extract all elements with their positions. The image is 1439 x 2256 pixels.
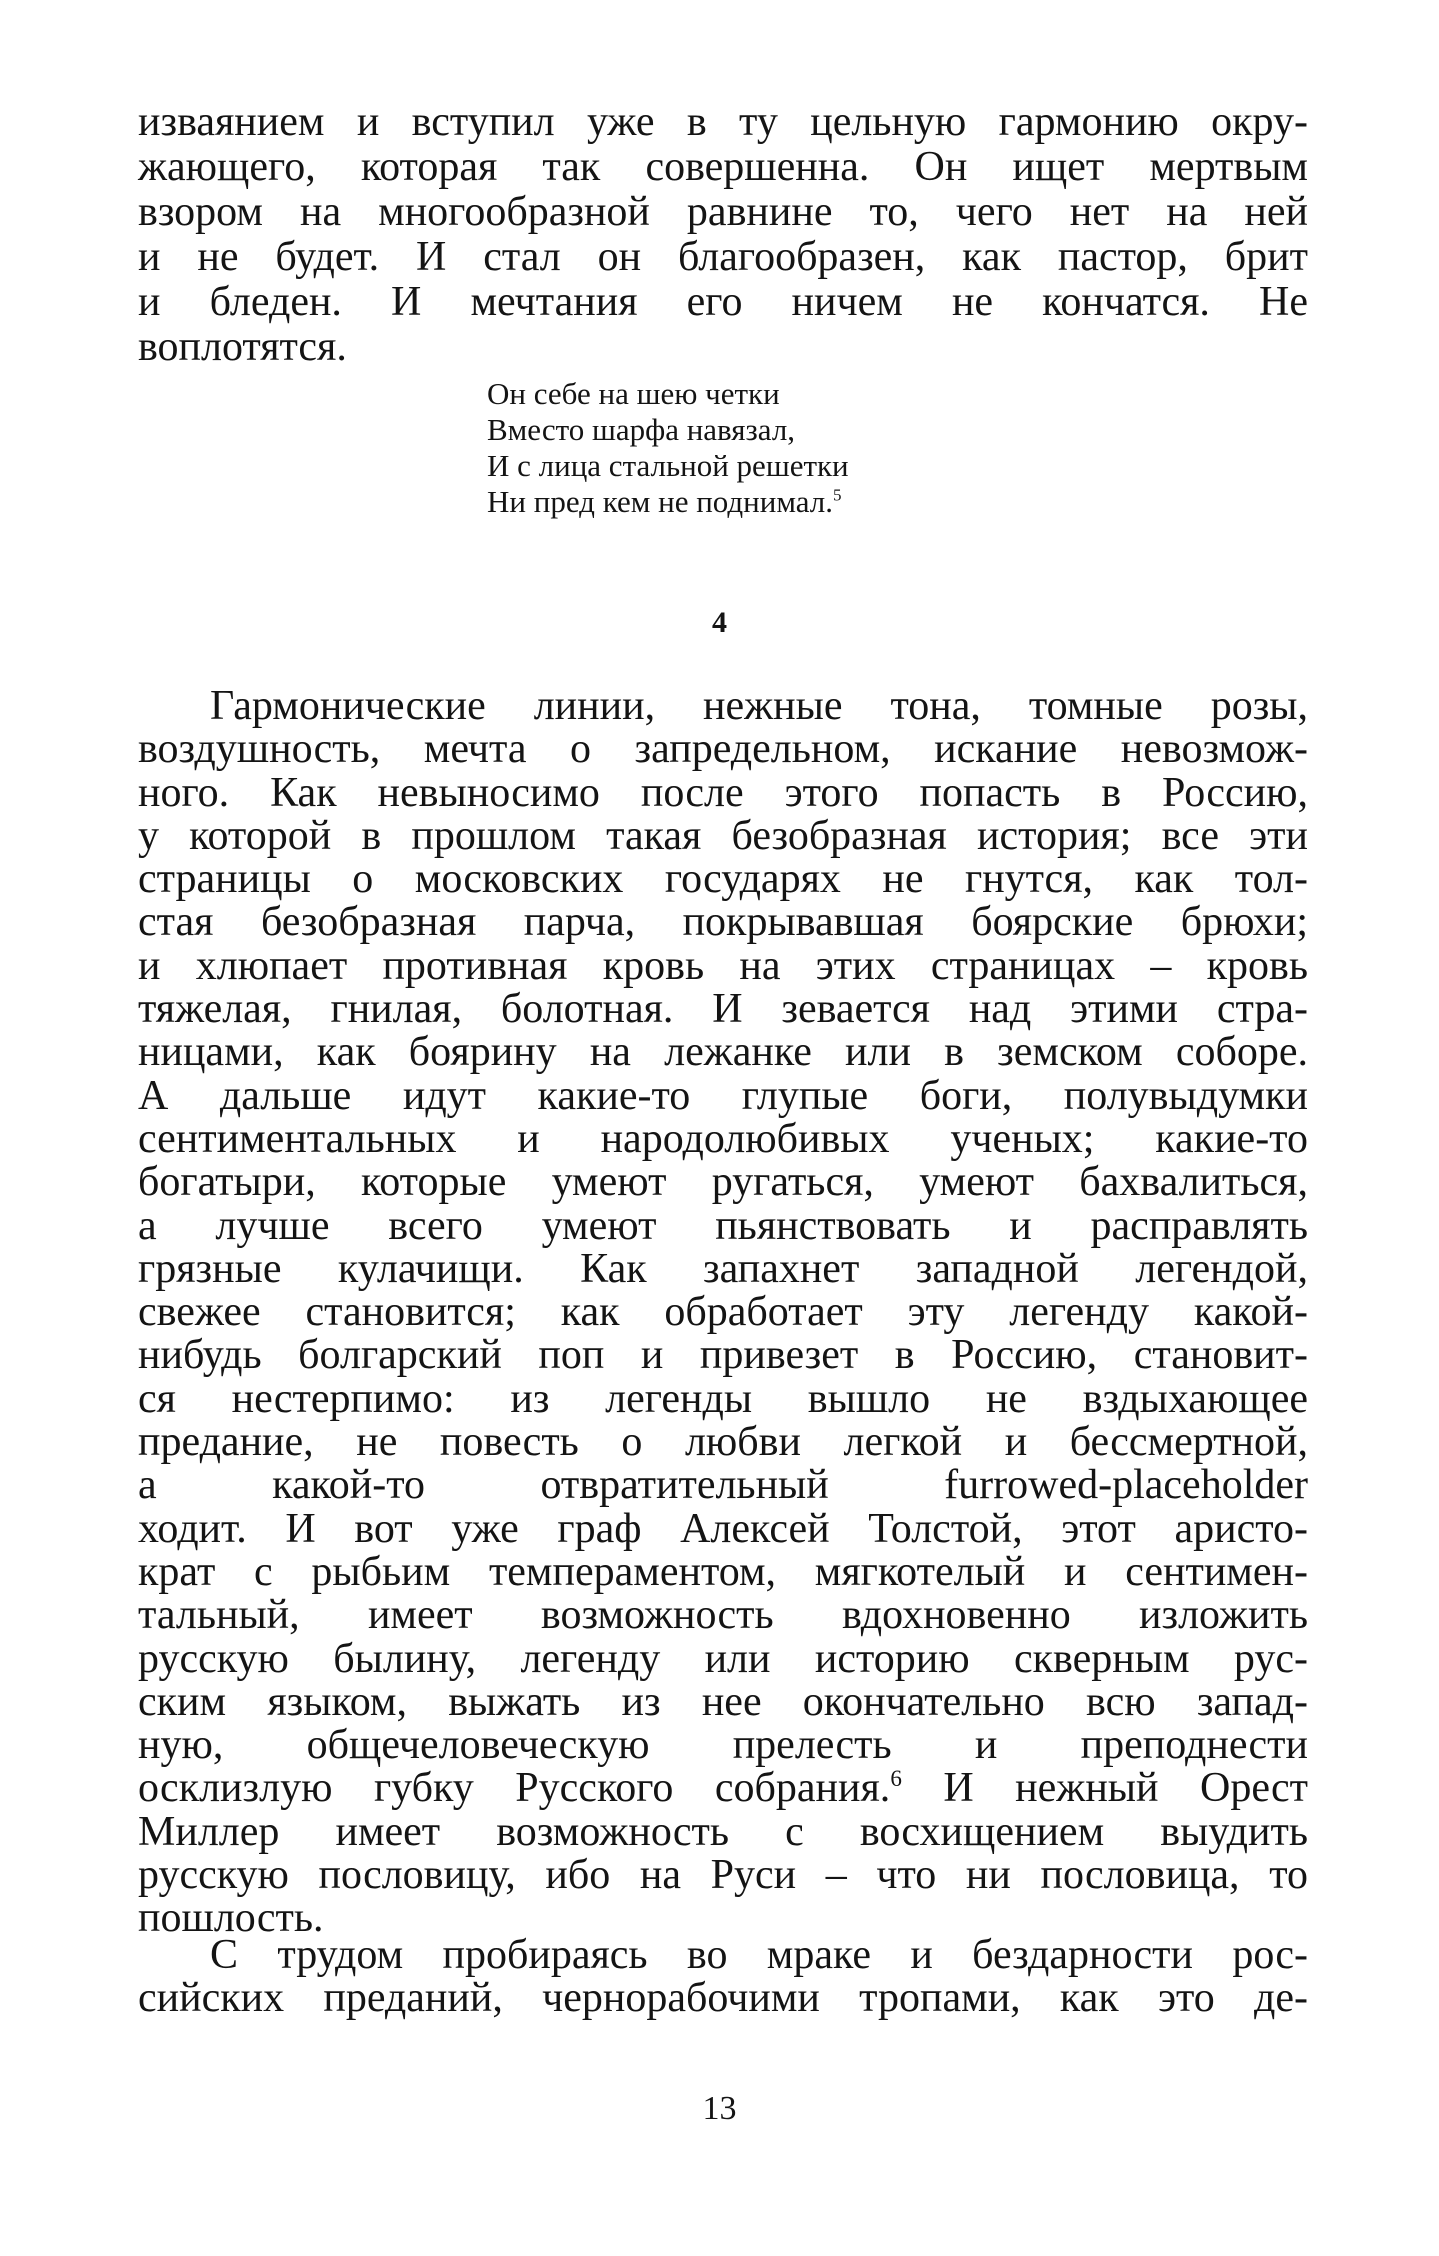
text-line: пошлость. xyxy=(138,1895,324,1942)
text-line: русскую пословицу, ибо на Руси – что ни пословица, то xyxy=(138,1852,1308,1899)
text-line: воздушность, мечта о запредельном, искание невозмож- xyxy=(138,726,1308,773)
text-line: С трудом пробираясь во мраке и бездарности рос- xyxy=(210,1932,1308,1978)
verse-line: Он себе на шею четки xyxy=(487,376,780,411)
text-line: тальный, имеет возможность вдохновенно изложить xyxy=(138,1592,1308,1639)
text-line: ся нестерпимо: из легенды вышло не вздыхающее xyxy=(138,1375,1308,1422)
text-line: ницами, как боярину на лежанке или в земском соборе. xyxy=(138,1029,1308,1076)
text-line: воплотятся. xyxy=(138,324,347,370)
text-line: богатыри, которые умеют ругаться, умеют бахвалиться, xyxy=(138,1159,1308,1206)
text-line: А дальше идут какие-то глупые боги, полувыдумки xyxy=(138,1072,1308,1119)
text-line-end: И нежный Орест xyxy=(901,1765,1308,1812)
text-line: Гармонические линии, нежные тона, томные розы, xyxy=(210,683,1308,729)
text-line: страницы о московских государях не гнутся, как тол- xyxy=(138,856,1308,903)
text-line: сентиментальных и народолюбивых ученых; какие-то xyxy=(138,1115,1308,1162)
text-line: и не будет. И стал он благообразен, как пастор, брит xyxy=(138,234,1308,280)
text-line: русскую былину, легенду или историю скверным рус- xyxy=(138,1635,1308,1682)
text-line: сийских преданий, чернорабочими тропами, как это де- xyxy=(138,1975,1308,2022)
text-line: нибудь болгарский поп и привезет в Россию, становит- xyxy=(138,1332,1308,1379)
text-line-start: осклизлую губку Русского собрания. xyxy=(138,1765,891,1812)
text-line: предание, не повесть о любви легкой и бессмертной, xyxy=(138,1419,1308,1466)
main-paragraph xyxy=(138,685,1308,1941)
text-line: а лучше всего умеют пьянствовать и расправлять xyxy=(138,1202,1308,1249)
top-paragraph xyxy=(138,100,1308,370)
text-line: стая безобразная парча, покрывавшая боярские брюхи; xyxy=(138,899,1308,946)
text-line xyxy=(138,1767,1308,1810)
text-line: ного. Как невыносимо после этого попасть в Россию, xyxy=(138,769,1308,816)
verse-line: И с лица стальной решетки xyxy=(487,448,849,483)
section-number: 4 xyxy=(712,606,727,639)
text-line: ходит. И вот уже граф Алексей Толстой, этот аристо- xyxy=(138,1505,1308,1552)
text-line: и бледен. И мечтания его ничем не кончатся. Не xyxy=(138,279,1308,325)
footnote-marker: 5 xyxy=(833,485,842,505)
verse-line: Вместо шарфа навязал, xyxy=(487,412,796,447)
text-line: грязные кулачищи. Как запахнет западной легендой, xyxy=(138,1245,1308,1292)
text-line: крат с рыбьим темпераментом, мягкотелый и сентимен- xyxy=(138,1548,1308,1595)
text-line: и хлюпает противная кровь на этих страницах – кровь xyxy=(138,942,1308,989)
text-line: свежее становится; как обработает эту легенду какой- xyxy=(138,1289,1308,1336)
verse-line-text: Ни пред кем не поднимал. xyxy=(487,484,834,519)
footnote-marker: 6 xyxy=(890,1765,902,1792)
text-line: Миллер имеет возможность с восхищением выудить xyxy=(138,1808,1308,1855)
next-paragraph xyxy=(138,1934,1308,2021)
text-line: взором на многообразной равнине то, чего нет на ней xyxy=(138,189,1308,235)
text-line: а какой-то отвратительный furrowed-placeholder xyxy=(138,1462,1308,1509)
page-number: 13 xyxy=(702,2090,737,2127)
text-line: жающего, которая так совершенна. Он ищет мертвым xyxy=(138,144,1308,190)
text-line: у которой в прошлом такая безобразная история; все эти xyxy=(138,812,1308,859)
text-line: ную, общечеловеческую прелесть и преподнести xyxy=(138,1722,1308,1769)
text-line: ским языком, выжать из нее окончательно всю запад- xyxy=(138,1678,1308,1725)
text-line: тяжелая, гнилая, болотная. И зевается над этими стра- xyxy=(138,986,1308,1033)
verse-line xyxy=(487,484,1047,520)
verse-quote xyxy=(487,376,1047,520)
text-line: изваянием и вступил уже в ту цельную гармонию окру- xyxy=(138,99,1308,145)
